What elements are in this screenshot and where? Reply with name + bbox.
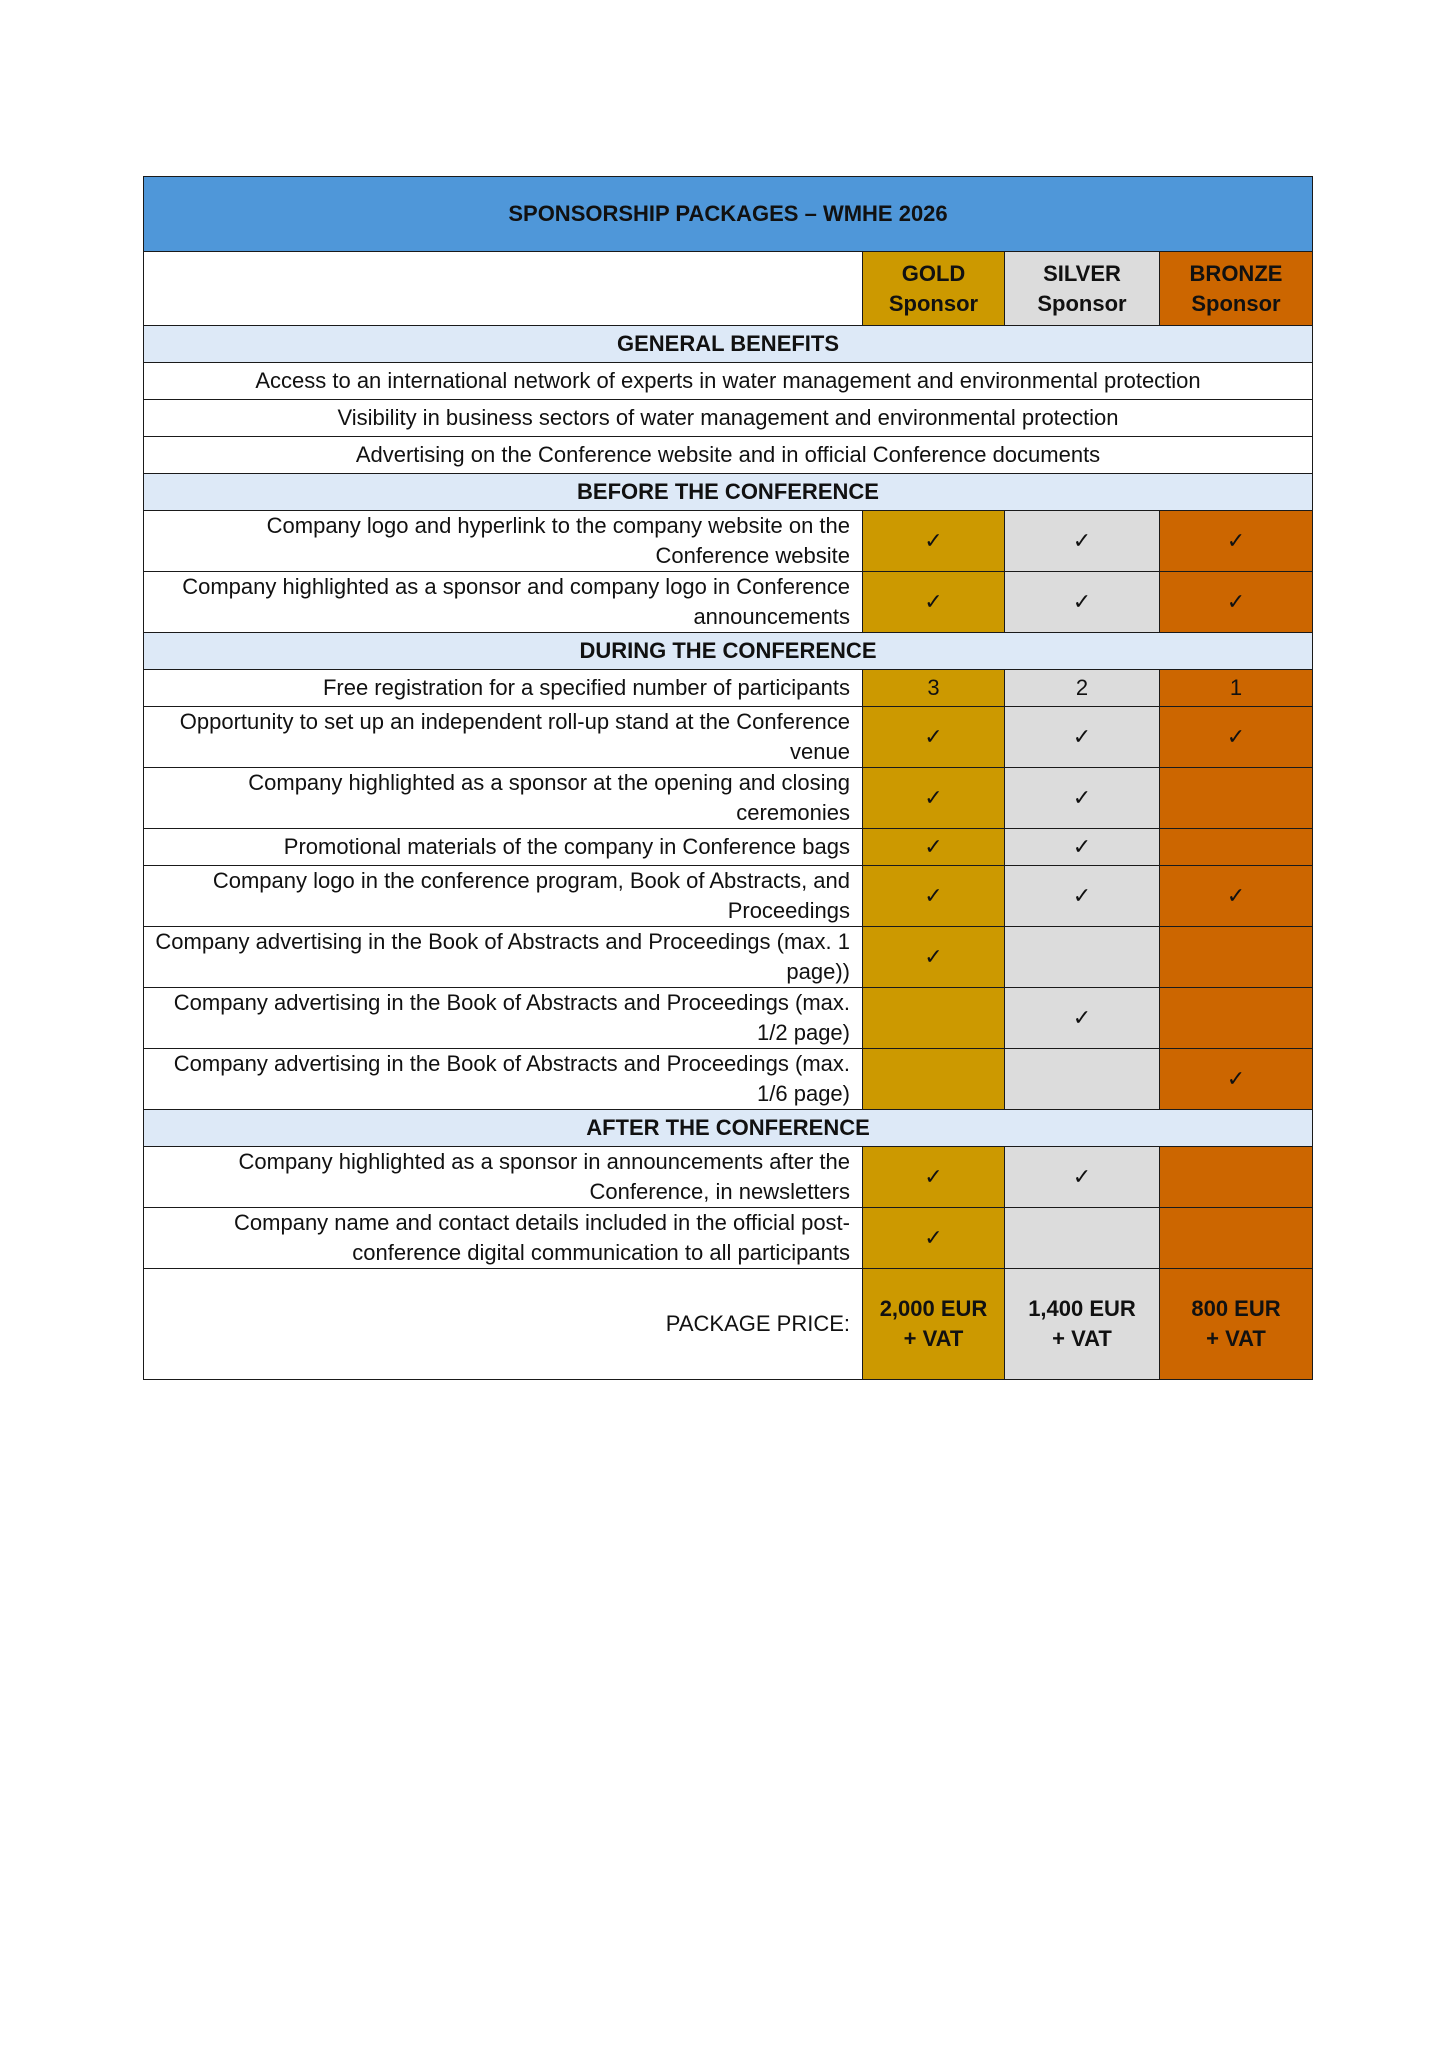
bronze-check-icon: ✓ bbox=[1160, 572, 1313, 633]
price-note: + VAT bbox=[903, 1326, 964, 1351]
bronze-value-cell: 1 bbox=[1160, 670, 1313, 707]
general-benefit-row bbox=[144, 363, 1313, 400]
bronze-price-cell bbox=[1160, 1269, 1313, 1380]
benefit-row bbox=[144, 572, 1313, 633]
price-amount: 1,400 EUR bbox=[1028, 1296, 1136, 1321]
benefit-row bbox=[144, 511, 1313, 572]
benefit-label: Company highlighted as a sponsor at the opening and closing ceremonies bbox=[144, 768, 863, 829]
silver-check-icon: ✓ bbox=[1005, 829, 1160, 866]
section-title: GENERAL BENEFITS bbox=[144, 326, 1313, 363]
general-benefit-row bbox=[144, 437, 1313, 474]
gold-check-icon: ✓ bbox=[863, 511, 1005, 572]
table-title: SPONSORSHIP PACKAGES – WMHE 2026 bbox=[144, 177, 1313, 252]
section-header-row bbox=[144, 474, 1313, 511]
silver-value-cell bbox=[1005, 1208, 1160, 1269]
benefit-label: Company highlighted as a sponsor in announcements after the Conference, in newsletters bbox=[144, 1147, 863, 1208]
benefit-row bbox=[144, 1147, 1313, 1208]
benefit-text: Access to an international network of experts in water management and environmental protection bbox=[144, 363, 1313, 400]
silver-check-icon: ✓ bbox=[1005, 707, 1160, 768]
tier-sub: Sponsor bbox=[888, 290, 979, 316]
bronze-value-cell bbox=[1160, 768, 1313, 829]
section-header-row bbox=[144, 1110, 1313, 1147]
silver-price-cell bbox=[1005, 1269, 1160, 1380]
gold-value-cell: 3 bbox=[863, 670, 1005, 707]
silver-value-cell bbox=[1005, 927, 1160, 988]
package-price-row bbox=[144, 1269, 1313, 1380]
benefit-label: Company advertising in the Book of Abstracts and Proceedings (max. 1 page)) bbox=[144, 927, 863, 988]
gold-check-icon: ✓ bbox=[863, 866, 1005, 927]
bronze-check-icon: ✓ bbox=[1160, 707, 1313, 768]
benefit-row bbox=[144, 1208, 1313, 1269]
benefit-row bbox=[144, 768, 1313, 829]
bronze-value-cell bbox=[1160, 927, 1313, 988]
title-row bbox=[144, 177, 1313, 252]
bronze-check-icon: ✓ bbox=[1160, 511, 1313, 572]
gold-check-icon: ✓ bbox=[863, 768, 1005, 829]
silver-check-icon: ✓ bbox=[1005, 572, 1160, 633]
silver-value-cell: 2 bbox=[1005, 670, 1160, 707]
benefit-label: Company name and contact details included in the official post-conference digital communication to all participants bbox=[144, 1208, 863, 1269]
gold-check-icon: ✓ bbox=[863, 707, 1005, 768]
gold-price-cell bbox=[863, 1269, 1005, 1380]
price-amount: 2,000 EUR bbox=[879, 1296, 988, 1321]
package-price-label: PACKAGE PRICE: bbox=[144, 1269, 863, 1380]
tier-header-silver bbox=[1005, 252, 1160, 326]
benefit-label: Free registration for a specified number of participants bbox=[144, 670, 863, 707]
price-note: + VAT bbox=[1052, 1326, 1112, 1351]
benefit-row bbox=[144, 988, 1313, 1049]
benefit-label: Company logo in the conference program, Book of Abstracts, and Proceedings bbox=[144, 866, 863, 927]
benefit-row bbox=[144, 707, 1313, 768]
section-title: DURING THE CONFERENCE bbox=[144, 633, 1313, 670]
benefit-row bbox=[144, 670, 1313, 707]
section-title: BEFORE THE CONFERENCE bbox=[144, 474, 1313, 511]
bronze-check-icon: ✓ bbox=[1160, 866, 1313, 927]
benefit-label: Company highlighted as a sponsor and company logo in Conference announcements bbox=[144, 572, 863, 633]
bronze-value-cell bbox=[1160, 829, 1313, 866]
silver-check-icon: ✓ bbox=[1005, 988, 1160, 1049]
tier-header-bronze bbox=[1160, 252, 1313, 326]
tier-header-gold bbox=[863, 252, 1005, 326]
benefit-row bbox=[144, 829, 1313, 866]
gold-check-icon: ✓ bbox=[863, 572, 1005, 633]
benefit-label: Promotional materials of the company in Conference bags bbox=[144, 829, 863, 866]
benefit-label: Opportunity to set up an independent roll-up stand at the Conference venue bbox=[144, 707, 863, 768]
price-note: + VAT bbox=[1206, 1326, 1266, 1351]
silver-check-icon: ✓ bbox=[1005, 511, 1160, 572]
silver-check-icon: ✓ bbox=[1005, 768, 1160, 829]
bronze-check-icon: ✓ bbox=[1160, 1049, 1313, 1110]
sponsorship-packages-table bbox=[143, 176, 1313, 1380]
silver-check-icon: ✓ bbox=[1005, 866, 1160, 927]
benefit-label: Company advertising in the Book of Abstracts and Proceedings (max. 1/6 page) bbox=[144, 1049, 863, 1110]
benefit-text: Visibility in business sectors of water management and environmental protection bbox=[144, 400, 1313, 437]
benefit-text: Advertising on the Conference website and in official Conference documents bbox=[144, 437, 1313, 474]
gold-check-icon: ✓ bbox=[863, 829, 1005, 866]
section-title: AFTER THE CONFERENCE bbox=[144, 1110, 1313, 1147]
gold-value-cell bbox=[863, 988, 1005, 1049]
benefit-label: Company logo and hyperlink to the company website on the Conference website bbox=[144, 511, 863, 572]
silver-value-cell bbox=[1005, 1049, 1160, 1110]
bronze-value-cell bbox=[1160, 988, 1313, 1049]
price-amount: 800 EUR bbox=[1191, 1296, 1281, 1321]
silver-check-icon: ✓ bbox=[1005, 1147, 1160, 1208]
section-header-row bbox=[144, 326, 1313, 363]
tier-name: GOLD bbox=[901, 260, 966, 286]
tier-name: BRONZE bbox=[1189, 260, 1283, 286]
gold-value-cell bbox=[863, 1049, 1005, 1110]
gold-check-icon: ✓ bbox=[863, 1147, 1005, 1208]
header-empty-cell bbox=[144, 252, 863, 326]
tier-sub: Sponsor bbox=[1037, 290, 1127, 316]
gold-check-icon: ✓ bbox=[863, 1208, 1005, 1269]
bronze-value-cell bbox=[1160, 1208, 1313, 1269]
tier-name: SILVER bbox=[1043, 260, 1121, 286]
benefit-row bbox=[144, 866, 1313, 927]
tier-sub: Sponsor bbox=[1191, 290, 1281, 316]
benefit-label: Company advertising in the Book of Abstracts and Proceedings (max. 1/2 page) bbox=[144, 988, 863, 1049]
general-benefit-row bbox=[144, 400, 1313, 437]
benefit-row bbox=[144, 1049, 1313, 1110]
bronze-value-cell bbox=[1160, 1147, 1313, 1208]
gold-check-icon: ✓ bbox=[863, 927, 1005, 988]
benefit-row bbox=[144, 927, 1313, 988]
tier-header-row bbox=[144, 252, 1313, 326]
section-header-row bbox=[144, 633, 1313, 670]
